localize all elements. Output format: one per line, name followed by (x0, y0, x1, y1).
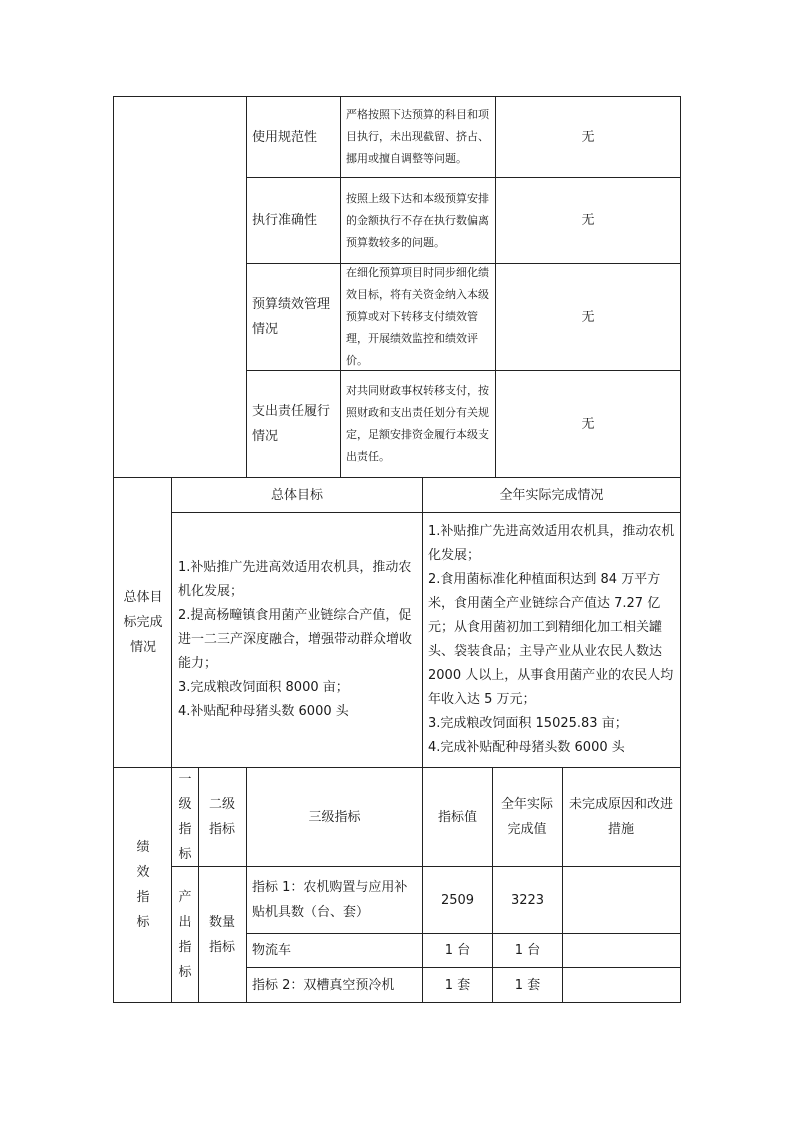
table-border-left (113, 96, 114, 1003)
divider (246, 96, 247, 477)
indicator-description: 在细化预算项目时同步细化绩效目标，将有关资金纳入本级预算或对下转移支付绩效管理，开展绩效监控和绩效评价。 (346, 266, 489, 367)
indicator-value: 无 (581, 213, 595, 228)
header-reason: 未完成原因和改进措施 (568, 797, 673, 837)
divider (422, 477, 423, 768)
table-row-actual: 3223 (510, 892, 545, 908)
indicator-value: 无 (581, 129, 595, 145)
indicator-description: 严格按照下达预算的科目和项目执行，未出现截留、挤占、挪用或擅自调整等问题。 (346, 108, 489, 165)
header-level2: 二级指标 (208, 797, 235, 837)
header-actual: 全年实际完成值 (500, 797, 553, 837)
indicator-value: 无 (581, 416, 595, 432)
indicator-name: 使用规范性 (252, 129, 318, 145)
goal-line: 1.补贴推广先进高效适用农机具，推动农机化发展； (178, 560, 412, 599)
divider (171, 477, 172, 768)
indicator-description: 按照上级下达和本级预算安排的金额执行不存在执行数偏离预算数较多的问题。 (346, 191, 489, 249)
table-row-actual: 1 套 (514, 977, 541, 993)
table-row-target: 1 台 (444, 943, 471, 958)
column-header-overall-goal: 总体目标 (270, 487, 323, 503)
divider (340, 96, 341, 477)
table-row-target: 1 套 (444, 977, 471, 993)
goal-line: 3.完成粮改饲面积 8000 亩； (178, 680, 349, 695)
overall-goal-content (178, 513, 418, 767)
indicator-value: 无 (581, 309, 595, 325)
column-header-actual-completion: 全年实际完成情况 (499, 487, 604, 503)
actual-line: 4.完成补贴配种母猪头数 6000 头 (428, 740, 625, 755)
goal-line: 2.提高杨疃镇食用菌产业链综合产值，促进一二三产深度融合，增强带动群众增收能力； (178, 608, 413, 671)
indicator-name: 支出责任履行情况 (252, 404, 331, 444)
table-row-indicator: 指标 2：双槽真空预冷机 (252, 977, 395, 993)
table-row-indicator: 物流车 (252, 943, 292, 958)
row-label-overall-goal: 总体目标完成情况 (123, 590, 163, 655)
header-target: 指标值 (437, 809, 477, 825)
table-row-target: 2509 (440, 892, 475, 908)
table-row-reason (563, 968, 680, 1002)
actual-line: 3.完成粮改饲面积 15025.83 亩； (428, 716, 628, 731)
divider (198, 767, 199, 1003)
divider (171, 767, 172, 1003)
actual-line: 2.食用菌标准化种植面积达到 84 万平方米，食用菌全产业链综合产值达 7.27 亿元；从食用菌初加工到精细化加工相关罐头、袋装食品；主导产业从业农民人数达 2000 人以上，从事食用菌产业的农民人均年收入达 5 万元； (428, 572, 674, 707)
table-row-indicator: 指标 1：农机购置与应用补贴机具数（台、套） (252, 880, 408, 920)
table-row-reason (563, 934, 680, 967)
row-label-performance-indicators: 绩效指标 (136, 840, 150, 930)
header-level3: 三级指标 (308, 809, 361, 825)
actual-line: 1.补贴推广先进高效适用农机具，推动农机化发展； (428, 524, 675, 563)
header-level1: 一级指标 (178, 772, 192, 862)
table-row-actual: 1 台 (514, 943, 541, 958)
indicator-description: 对共同财政事权转移支付，按照财政和支出责任划分有关规定，足额安排资金履行本级支出责任。 (346, 384, 489, 463)
level1-value: 产出指标 (178, 889, 192, 980)
actual-completion-content (428, 513, 676, 767)
indicator-name: 执行准确性 (252, 213, 318, 228)
level2-value: 数量指标 (208, 914, 235, 955)
table-row-reason (563, 867, 680, 933)
goal-line: 4.补贴配种母猪头数 6000 头 (178, 704, 349, 719)
indicator-name: 预算绩效管理情况 (252, 297, 331, 337)
